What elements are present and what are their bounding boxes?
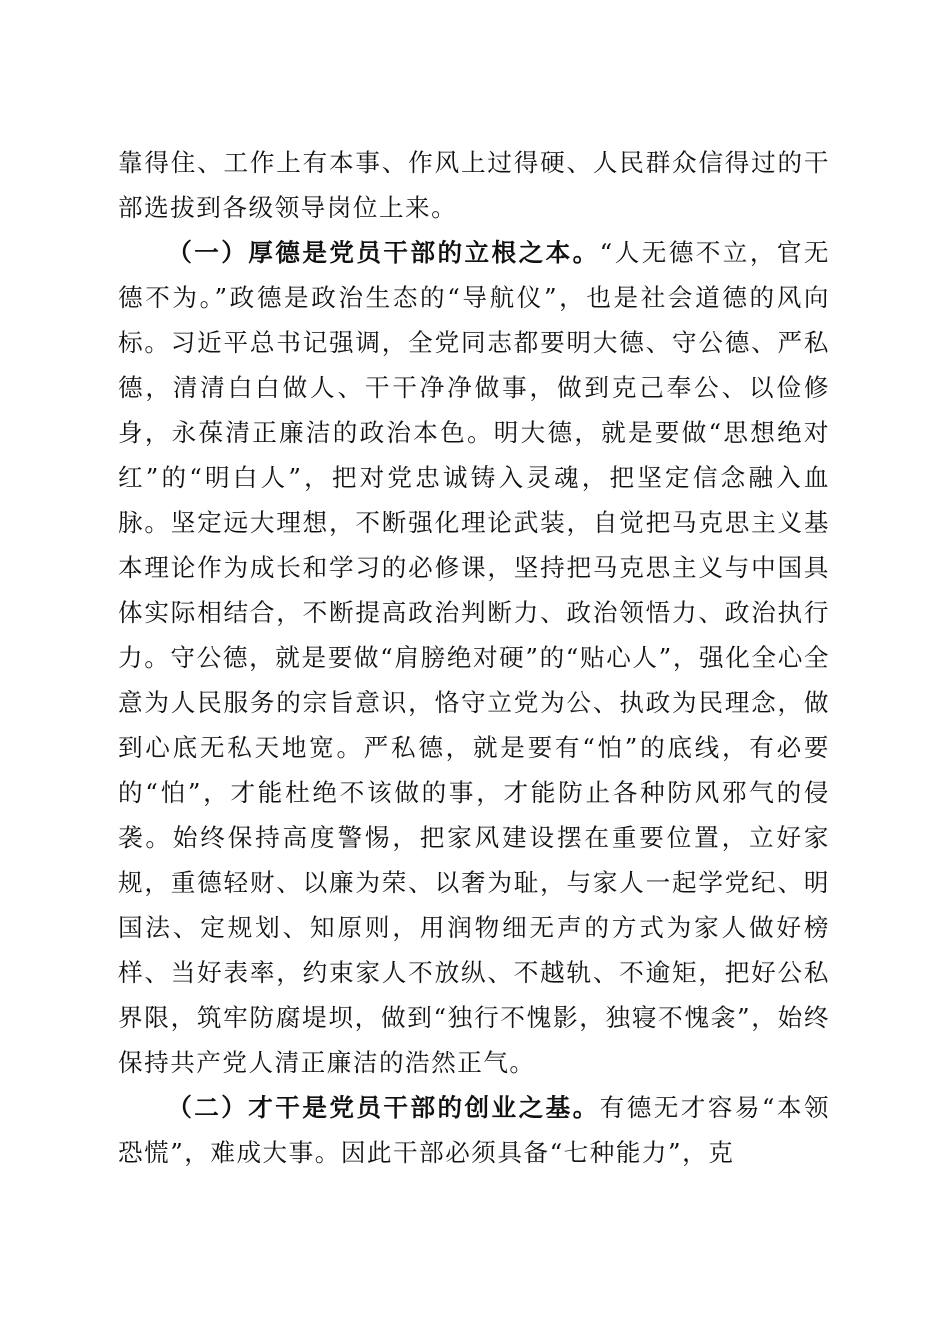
section-heading: （一）厚德是党员干部的立根之本。 [167,238,600,267]
paragraph-text: 有德无才容易“本领恐慌”，难成大事。因此干部必须具备“七种能力”，克 [118,1093,830,1167]
document-body [118,140,830,1175]
paragraph-text: “人无德不立，官无德不为。”政德是政治生态的“导航仪”，也是社会道德的风向标。习近平总书记强调，全党同志都要明大德、守公德、严私德，清清白白做人、干干净净做事，做到克己奉公、以俭修身，永葆清正廉洁的政治本色。明大德，就是要做“思想绝对红”的“明白人”，把对党忠诚铸入灵魂，把坚定信念融入血脉。坚定远大理想，不断强化理论武装，自觉把马克思主义基本理论作为成长和学习的必修课，坚持把马克思主义与中国具体实际相结合，不断提高政治判断力、政治领悟力、政治执行力。守公德，就是要做“肩膀绝对硬”的“贴心人”，强化全心全意为人民服务的宗旨意识，恪守立党为公、执政为民理念，做到心底无私天地宽。严私德，就是要有“怕”的底线，有必要的“怕”，才能杜绝不该做的事，才能防止各种防风邪气的侵袭。始终保持高度警惕，把家风建设摆在重要位置，立好家规，重德轻财、以廉为荣、以奢为耻，与家人一起学党纪、明国法、定规划、知原则，用润物细无声的方式为家人做好榜样、当好表率，约束家人不放纵、不越轨、不逾矩，把好公私界限，筑牢防腐堤坝，做到“独行不愧影，独寝不愧衾”，始终保持共产党人清正廉洁的浩然正气。 [118,238,830,1077]
paragraph-continuation [118,140,830,230]
paragraph-text: 靠得住、工作上有本事、作风上过得硬、人民群众信得过的干部选拔到各级领导岗位上来。 [118,148,830,222]
paragraph-section-1 [118,230,830,1085]
paragraph-section-2 [118,1085,830,1175]
section-heading: （二）才干是党员干部的创业之基。 [167,1093,600,1122]
